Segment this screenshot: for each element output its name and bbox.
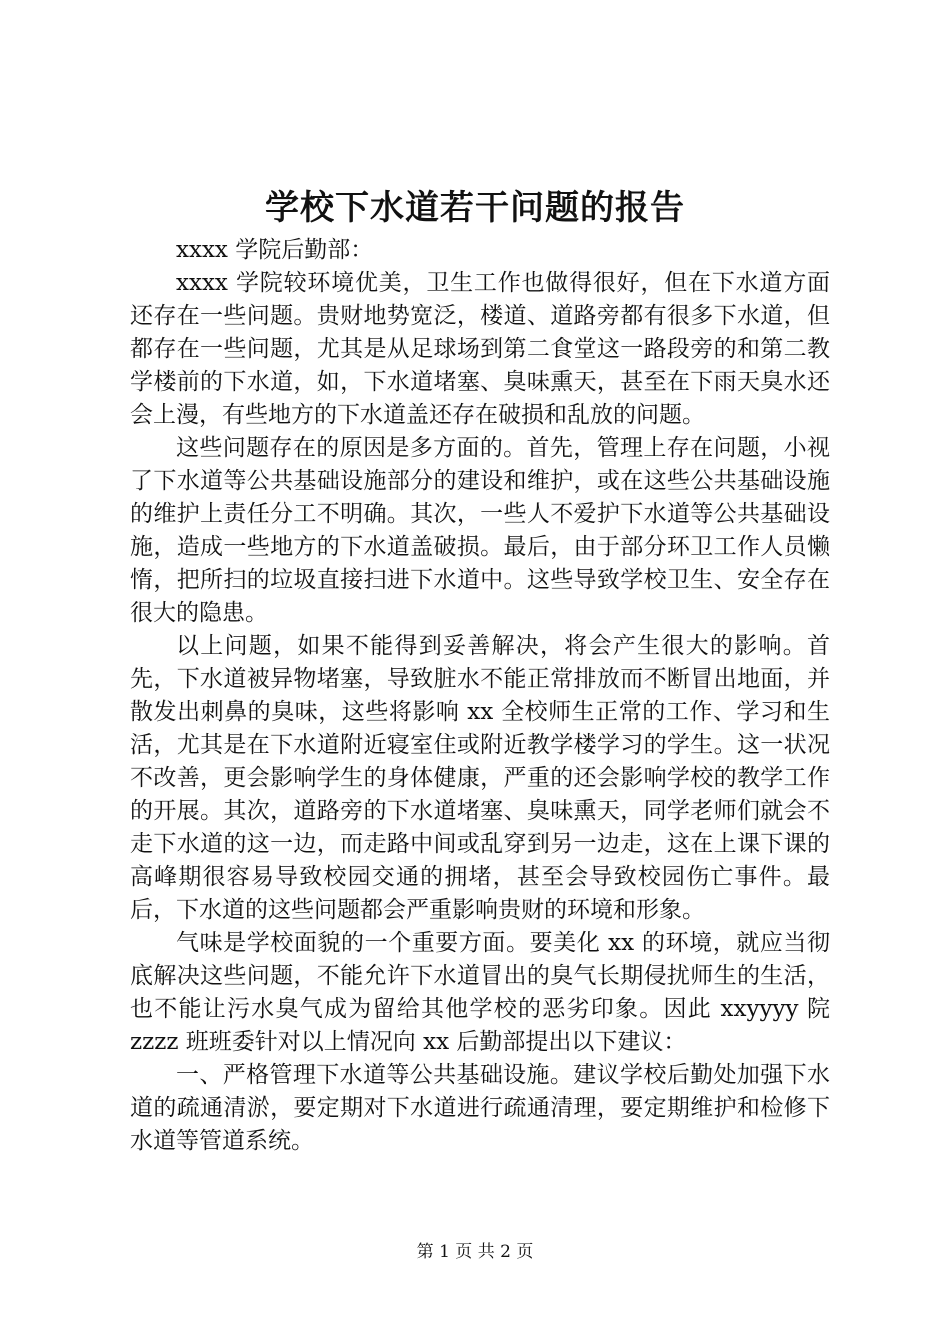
document-title: 学校下水道若干问题的报告 [265, 188, 685, 228]
document-body [130, 234, 830, 1158]
paragraph-2: 这些问题存在的原因是多方面的。首先，管理上存在问题，小视了下水道等公共基础设施部分的建设和维护，或在这些公共基础设施的维护上责任分工不明确。其次，一些人不爱护下水道等公共基础设施，造成一些地方的下水道盖破损。最后，由于部分环卫工作人员懒惰，把所扫的垃圾直接扫进下水道中。这些导致学校卫生、安全存在很大的隐患。 [130, 435, 830, 626]
paragraph-5: 一、严格管理下水道等公共基础设施。建议学校后勤处加强下水道的疏通清淤，要定期对下水道进行疏通清理，要定期维护和检修下水道等管道系统。 [130, 1062, 830, 1154]
paragraph-4: 气味是学校面貌的一个重要方面。要美化 xx 的环境，就应当彻底解决这些问题，不能允许下水道冒出的臭气长期侵扰师生的生活，也不能让污水臭气成为留给其他学校的恶劣印象。因此 xxyyyy 院 zzzz 班班委针对以上情况向 xx 后勤部提出以下建议： [130, 930, 830, 1055]
salutation: xxxx 学院后勤部： [176, 237, 374, 263]
paragraph-1: xxxx 学院较环境优美，卫生工作也做得很好，但在下水道方面还存在一些问题。贵财地势宽泛，楼道、道路旁都有很多下水道，但都存在一些问题，尤其是从足球场到第二食堂这一路段旁的和第二教学楼前的下水道，如，下水道堵塞、臭味熏天，甚至在下雨天臭水还会上漫，有些地方的下水道盖还存在破损和乱放的问题。 [130, 270, 830, 428]
paragraph-3: 以上问题，如果不能得到妥善解决，将会产生很大的影响。首先，下水道被异物堵塞，导致脏水不能正常排放而不断冒出地面，并散发出刺鼻的臭味，这些将影响 xx 全校师生正常的工作、学习和生活，尤其是在下水道附近寝室住或附近教学楼学习的学生。这一状况不改善，更会影响学生的身体健康，严重的还会影响学校的教学工作的开展。其次，道路旁的下水道堵塞、臭味熏天，同学老师们就会不走下水道的这一边，而走路中间或乱穿到另一边走，这在上课下课的高峰期很容易导致校园交通的拥堵，甚至会导致校园伤亡事件。最后，下水道的这些问题都会严重影响贵财的环境和形象。 [130, 633, 830, 923]
page-footer: 第 1 页 共 2 页 [416, 1242, 534, 1262]
